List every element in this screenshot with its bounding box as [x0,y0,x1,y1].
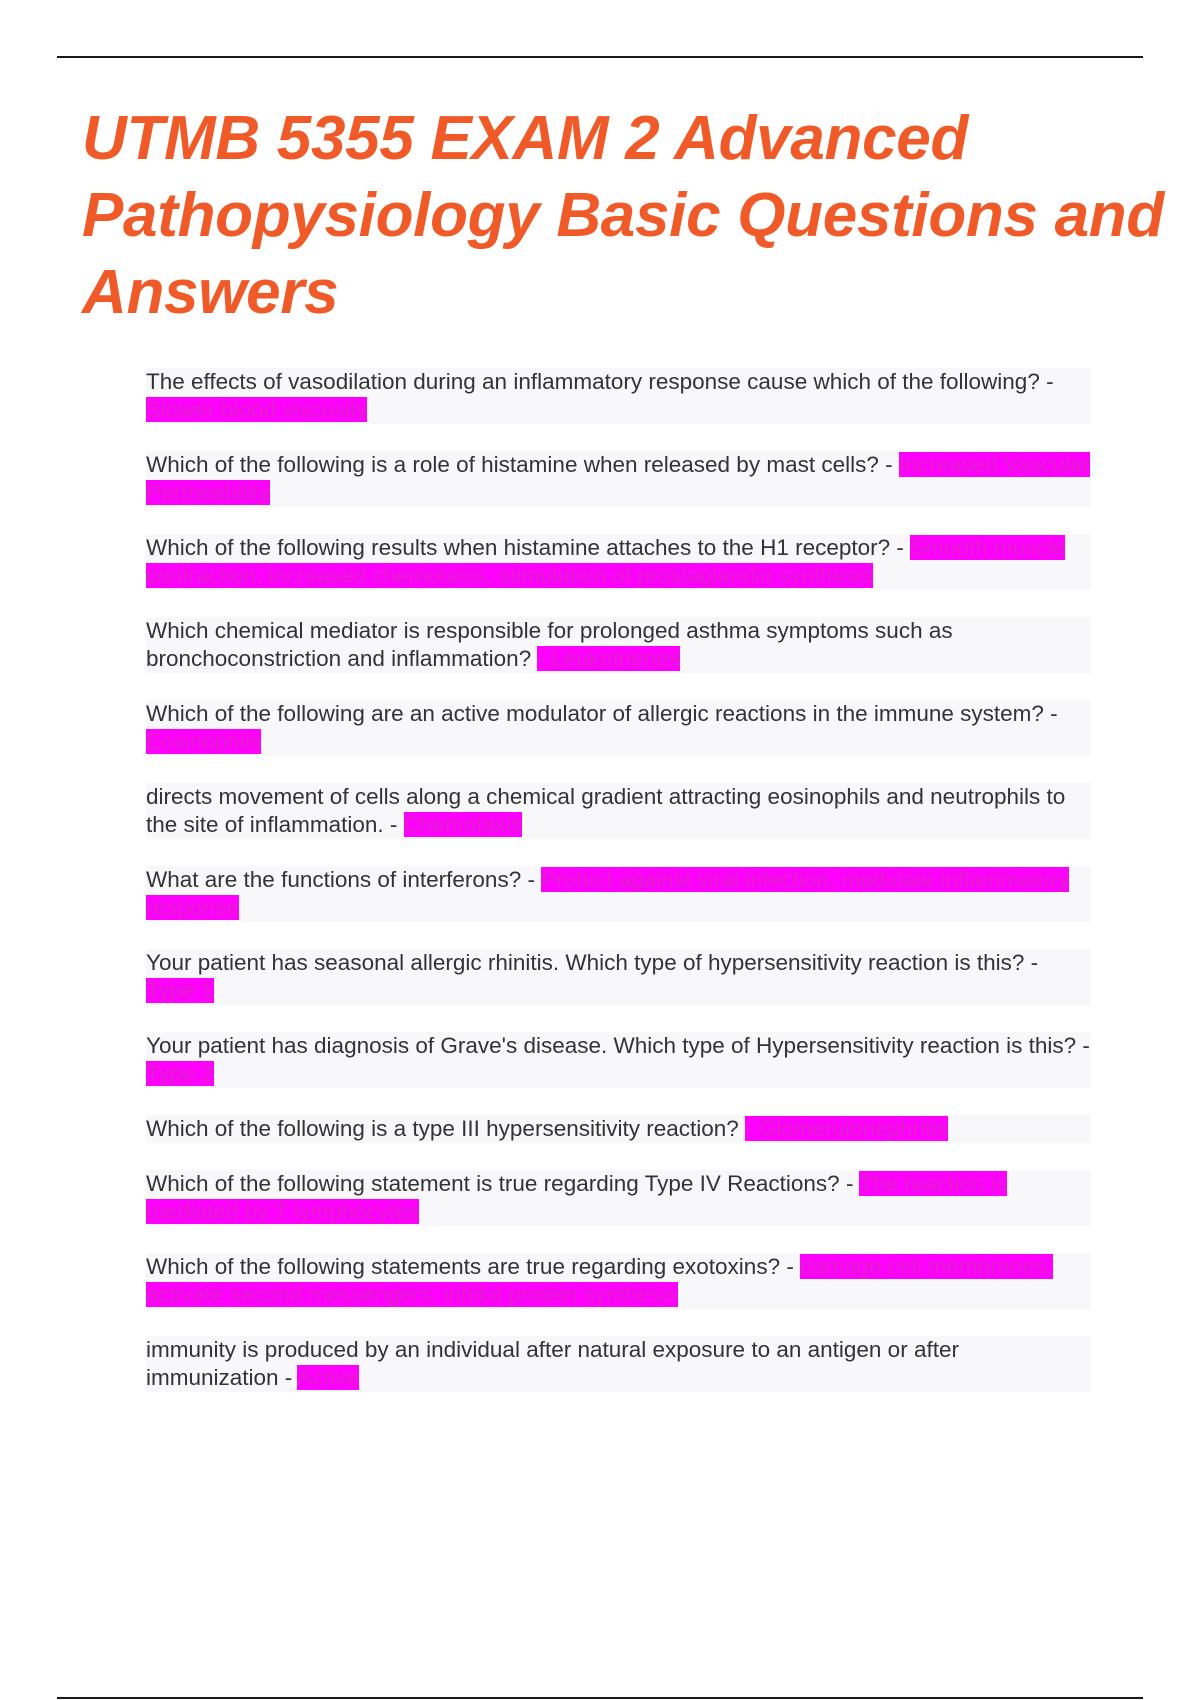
qa-item-3 [146,534,1091,590]
top-rule [57,56,1143,58]
answer-highlight: Active [297,1365,359,1390]
qa-item-7 [146,866,1091,922]
qa-item-8 [146,949,1091,1005]
qa-item-12 [146,1253,1091,1309]
answer-highlight: - Glomerulonephritis [745,1116,948,1141]
qa-item-2 [146,451,1091,507]
bottom-rule [57,1697,1143,1699]
answer-highlight: Eosinophils [146,729,262,754]
question-text: Which of the following is a role of histamine when released by mast cells? - [146,452,899,477]
question-text: Which of the following are an active modulator of allergic reactions in the immune system? - [146,701,1058,726]
qa-item-6 [146,783,1091,839]
answer-highlight: damage cell membranes, activate second messengers, inhibit protein synthesis [146,1254,1053,1307]
question-text: What are the functions of interferons? - [146,867,542,892]
answer-highlight: Type 2 [146,1061,214,1086]
answer-highlight: Smooth muscle contraction, increased chemotaxis, stimulation of prostaglandin synthesis [146,535,1066,588]
question-text: Your patient has seasonal allergic rhinitis. Which type of hypersensitivity reaction is this? - [146,950,1039,975]
question-text: Which chemical mediator is responsible for prolonged asthma symptoms such as bronchoconstriction and inflammation? [146,618,953,671]
answer-highlight: Protect against viral infection, modulate inflammatory response [146,867,1069,920]
answer-highlight: Increased Vascular Permeability [146,452,1090,505]
question-answer-list [146,368,1091,1419]
qa-item-1 [146,368,1091,424]
question-text: The effects of vasodilation during an inflammatory response cause which of the following? - [146,369,1054,394]
answer-highlight: Slower blood viscosity [146,397,368,422]
qa-item-9 [146,1032,1091,1088]
qa-item-5 [146,700,1091,756]
qa-item-11 [146,1170,1091,1226]
question-text: directs movement of cells along a chemical gradient attracting eosinophils and neutrophils to the site of inflammation. - [146,784,1066,837]
answer-highlight: Chemotaxis [403,812,523,837]
question-text: Which of the following statement is true regarding Type IV Reactions? - [146,1171,860,1196]
qa-item-10 [146,1115,1091,1143]
answer-highlight: The reaction is mediated by T lymphocytes [146,1171,1007,1224]
question-text: Which of the following results when histamine attaches to the H1 receptor? - [146,535,911,560]
question-text: Your patient has diagnosis of Grave's disease. Which type of Hypersensitivity reaction is this? - [146,1033,1090,1058]
qa-item-4 [146,617,1091,673]
document-title: UTMB 5355 EXAM 2 Advanced Pathopysiology Basic Questions and Answers [82,104,1164,327]
question-text: Which of the following statements are true regarding exotoxins? - [146,1254,801,1279]
answer-highlight: - Leukotrienes [537,646,681,671]
answer-highlight: Type 1 [146,978,214,1003]
qa-item-13 [146,1336,1091,1392]
question-text: immunity is produced by an individual after natural exposure to an antigen or after immunization - [146,1337,959,1390]
question-text: Which of the following is a type III hypersensitivity reaction? [146,1116,746,1141]
